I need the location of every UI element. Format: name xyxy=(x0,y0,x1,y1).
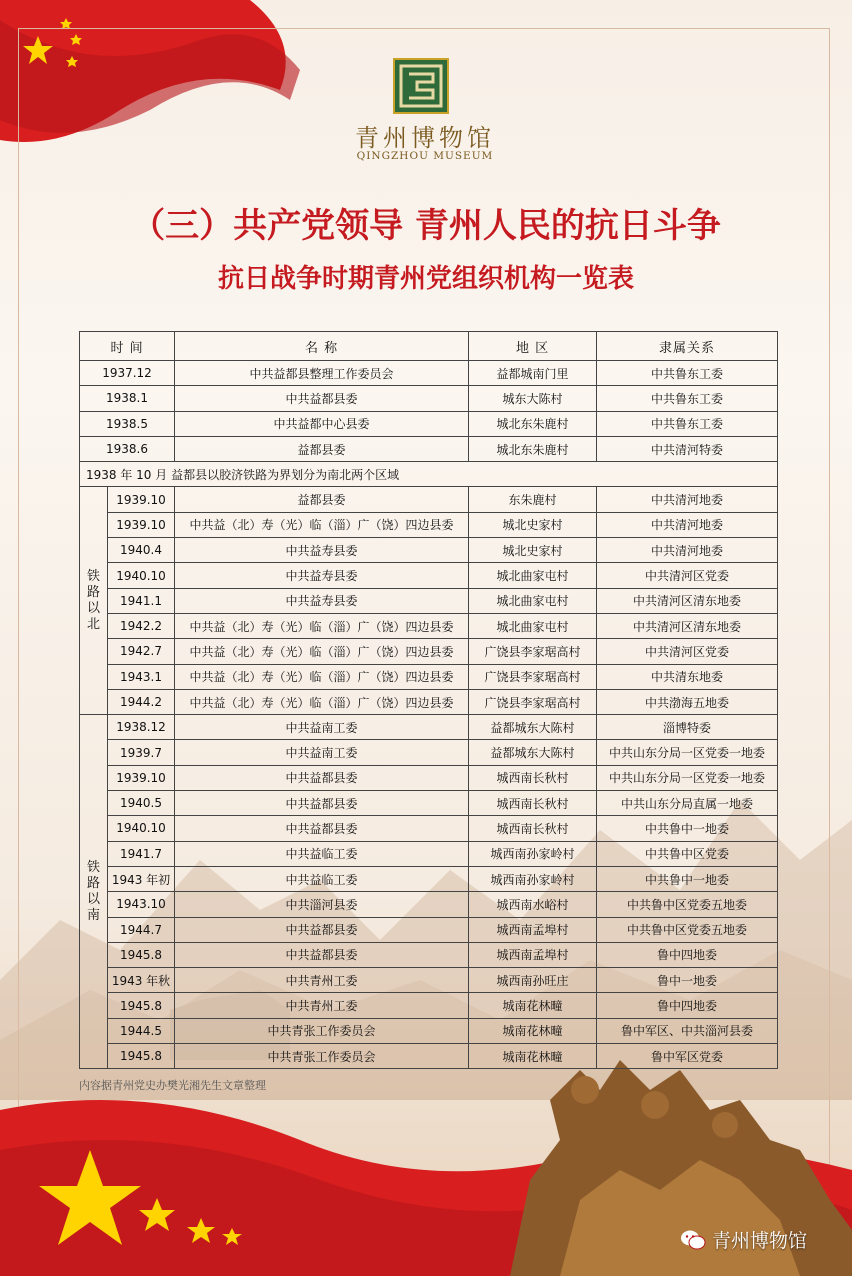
table-row xyxy=(80,917,778,942)
row-area: 益都城南门里 xyxy=(469,361,597,386)
table-header-row xyxy=(80,332,778,361)
row-area: 城西南孙家岭村 xyxy=(469,841,597,866)
row-time: 1939.10 xyxy=(108,512,175,537)
row-area: 城北东朱鹿村 xyxy=(469,411,597,436)
row-name: 中共益（北）寿（光）临（淄）广（饶）四边县委 xyxy=(175,512,469,537)
row-affiliation: 鲁中一地委 xyxy=(597,968,778,993)
row-area: 城北史家村 xyxy=(469,512,597,537)
row-name: 中共益临工委 xyxy=(175,866,469,891)
row-time: 1945.8 xyxy=(108,1044,175,1069)
region-north-label: 铁路以北 xyxy=(80,487,108,715)
row-time: 1943 年秋 xyxy=(108,968,175,993)
header-affiliation: 隶属关系 xyxy=(597,332,778,361)
row-time: 1939.10 xyxy=(108,765,175,790)
row-affiliation: 中共清河区党委 xyxy=(597,639,778,664)
row-area: 城东大陈村 xyxy=(469,386,597,411)
row-name: 益都县委 xyxy=(175,436,469,461)
row-name: 中共益南工委 xyxy=(175,740,469,765)
row-name: 中共益寿县委 xyxy=(175,588,469,613)
row-affiliation: 中共清河区党委 xyxy=(597,563,778,588)
table-row xyxy=(80,588,778,613)
organization-table xyxy=(79,331,778,1069)
row-affiliation: 中共清河特委 xyxy=(597,436,778,461)
row-affiliation: 中共山东分局直属一地委 xyxy=(597,791,778,816)
table-row xyxy=(80,942,778,967)
table-row xyxy=(80,968,778,993)
museum-name-en: QINGZHOU MUSEUM xyxy=(356,150,494,162)
row-affiliation: 鲁中四地委 xyxy=(597,942,778,967)
row-affiliation: 淄博特委 xyxy=(597,715,778,740)
row-area: 城西南孙家岭村 xyxy=(469,866,597,891)
row-area: 广饶县李家琚高村 xyxy=(469,664,597,689)
row-time: 1941.7 xyxy=(108,841,175,866)
row-time: 1945.8 xyxy=(108,942,175,967)
row-area: 城北曲家屯村 xyxy=(469,613,597,638)
table-row xyxy=(80,866,778,891)
row-area: 城北东朱鹿村 xyxy=(469,436,597,461)
row-affiliation: 中共清河地委 xyxy=(597,487,778,512)
table-row xyxy=(80,563,778,588)
header-area: 地 区 xyxy=(469,332,597,361)
row-area: 城北史家村 xyxy=(469,538,597,563)
table-row xyxy=(80,512,778,537)
row-affiliation: 中共鲁东工委 xyxy=(597,361,778,386)
row-affiliation: 中共鲁东工委 xyxy=(597,411,778,436)
row-time: 1941.1 xyxy=(108,588,175,613)
museum-logo-icon xyxy=(393,58,449,114)
row-affiliation: 中共鲁中区党委五地委 xyxy=(597,917,778,942)
row-time: 1940.4 xyxy=(108,538,175,563)
row-area: 城南花林疃 xyxy=(469,993,597,1018)
table-row xyxy=(80,791,778,816)
row-name: 中共益都县整理工作委员会 xyxy=(175,361,469,386)
row-affiliation: 中共鲁中区党委五地委 xyxy=(597,892,778,917)
page-subtitle: 抗日战争时期青州党组织机构一览表 xyxy=(217,264,634,294)
row-name: 中共益都县委 xyxy=(175,791,469,816)
table-row xyxy=(80,411,778,436)
row-affiliation: 中共鲁中一地委 xyxy=(597,816,778,841)
row-name: 中共青州工委 xyxy=(175,968,469,993)
row-time: 1944.2 xyxy=(108,689,175,714)
row-name: 中共青张工作委员会 xyxy=(175,1018,469,1043)
row-name: 中共益都县委 xyxy=(175,386,469,411)
table-row xyxy=(80,1044,778,1069)
table-row xyxy=(80,639,778,664)
row-area: 广饶县李家琚高村 xyxy=(469,639,597,664)
row-area: 城西南孙旺庄 xyxy=(469,968,597,993)
table-row xyxy=(80,689,778,714)
page-title: （三）共产党领导 青州人民的抗日斗争 xyxy=(131,206,721,246)
row-area: 城北曲家屯村 xyxy=(469,588,597,613)
row-area: 城西南长秋村 xyxy=(469,765,597,790)
region-south-label: 铁路以南 xyxy=(80,715,108,1069)
table-row xyxy=(80,538,778,563)
row-name: 中共益都县委 xyxy=(175,816,469,841)
row-name: 中共青张工作委员会 xyxy=(175,1044,469,1069)
table-row xyxy=(80,664,778,689)
table-row xyxy=(80,386,778,411)
table-row xyxy=(80,765,778,790)
row-time: 1938.5 xyxy=(80,411,175,436)
row-time: 1940.10 xyxy=(108,816,175,841)
table-row xyxy=(80,740,778,765)
row-name: 中共青州工委 xyxy=(175,993,469,1018)
table-row xyxy=(80,993,778,1018)
row-time: 1944.5 xyxy=(108,1018,175,1043)
row-affiliation: 中共山东分局一区党委一地委 xyxy=(597,740,778,765)
row-area: 城北曲家屯村 xyxy=(469,563,597,588)
row-affiliation: 中共鲁东工委 xyxy=(597,386,778,411)
source-footnote: 内容据青州党史办樊光湘先生文章整理 xyxy=(79,1079,266,1092)
divider-row xyxy=(80,462,778,487)
row-time: 1939.7 xyxy=(108,740,175,765)
row-affiliation: 中共清东地委 xyxy=(597,664,778,689)
row-affiliation: 中共鲁中一地委 xyxy=(597,866,778,891)
row-affiliation: 中共清河地委 xyxy=(597,538,778,563)
row-name: 中共淄河县委 xyxy=(175,892,469,917)
row-name: 中共益临工委 xyxy=(175,841,469,866)
row-time: 1943.10 xyxy=(108,892,175,917)
row-name: 中共益（北）寿（光）临（淄）广（饶）四边县委 xyxy=(175,613,469,638)
row-affiliation: 中共山东分局一区党委一地委 xyxy=(597,765,778,790)
row-time: 1945.8 xyxy=(108,993,175,1018)
table-row xyxy=(80,1018,778,1043)
table-row xyxy=(80,436,778,461)
row-time: 1940.10 xyxy=(108,563,175,588)
row-time: 1944.7 xyxy=(108,917,175,942)
row-time: 1943.1 xyxy=(108,664,175,689)
table-row xyxy=(80,892,778,917)
row-name: 中共益寿县委 xyxy=(175,563,469,588)
row-name: 中共益（北）寿（光）临（淄）广（饶）四边县委 xyxy=(175,664,469,689)
header-time: 时 间 xyxy=(80,332,175,361)
row-area: 益都城东大陈村 xyxy=(469,740,597,765)
table-row xyxy=(80,715,778,740)
wechat-icon xyxy=(680,1229,706,1251)
row-name: 中共益（北）寿（光）临（淄）广（饶）四边县委 xyxy=(175,689,469,714)
table-row xyxy=(80,816,778,841)
row-affiliation: 鲁中四地委 xyxy=(597,993,778,1018)
row-affiliation: 鲁中军区、中共淄河县委 xyxy=(597,1018,778,1043)
row-time: 1942.2 xyxy=(108,613,175,638)
row-name: 中共益都县委 xyxy=(175,942,469,967)
row-time: 1938.6 xyxy=(80,436,175,461)
row-time: 1943 年初 xyxy=(108,866,175,891)
row-affiliation: 中共清河地委 xyxy=(597,512,778,537)
row-time: 1938.1 xyxy=(80,386,175,411)
row-time: 1942.7 xyxy=(108,639,175,664)
row-affiliation: 中共清河区清东地委 xyxy=(597,588,778,613)
row-area: 东朱鹿村 xyxy=(469,487,597,512)
divider-note: 1938 年 10 月 益都县以胶济铁路为界划分为南北两个区域 xyxy=(80,462,778,487)
table-row xyxy=(80,361,778,386)
row-area: 城西南水峪村 xyxy=(469,892,597,917)
row-name: 中共益（北）寿（光）临（淄）广（饶）四边县委 xyxy=(175,639,469,664)
header-name: 名 称 xyxy=(175,332,469,361)
wechat-watermark xyxy=(680,1226,807,1253)
row-area: 城南花林疃 xyxy=(469,1044,597,1069)
row-name: 益都县委 xyxy=(175,487,469,512)
table-row xyxy=(80,841,778,866)
table-row xyxy=(80,487,778,512)
row-area: 城西南孟埠村 xyxy=(469,917,597,942)
wechat-account-label: 青州博物馆 xyxy=(712,1230,808,1252)
row-area: 城西南长秋村 xyxy=(469,816,597,841)
row-area: 城西南孟埠村 xyxy=(469,942,597,967)
row-name: 中共益寿县委 xyxy=(175,538,469,563)
row-area: 城西南长秋村 xyxy=(469,791,597,816)
row-area: 益都城东大陈村 xyxy=(469,715,597,740)
table-row xyxy=(80,613,778,638)
row-area: 广饶县李家琚高村 xyxy=(469,689,597,714)
row-affiliation: 中共鲁中区党委 xyxy=(597,841,778,866)
museum-name-cn: 青州博物馆 xyxy=(355,124,495,152)
row-affiliation: 鲁中军区党委 xyxy=(597,1044,778,1069)
row-affiliation: 中共渤海五地委 xyxy=(597,689,778,714)
row-time: 1937.12 xyxy=(80,361,175,386)
row-name: 中共益南工委 xyxy=(175,715,469,740)
row-name: 中共益都县委 xyxy=(175,917,469,942)
row-name: 中共益都县委 xyxy=(175,765,469,790)
row-affiliation: 中共清河区清东地委 xyxy=(597,613,778,638)
row-time: 1939.10 xyxy=(108,487,175,512)
row-time: 1940.5 xyxy=(108,791,175,816)
row-name: 中共益都中心县委 xyxy=(175,411,469,436)
row-time: 1938.12 xyxy=(108,715,175,740)
row-area: 城南花林疃 xyxy=(469,1018,597,1043)
